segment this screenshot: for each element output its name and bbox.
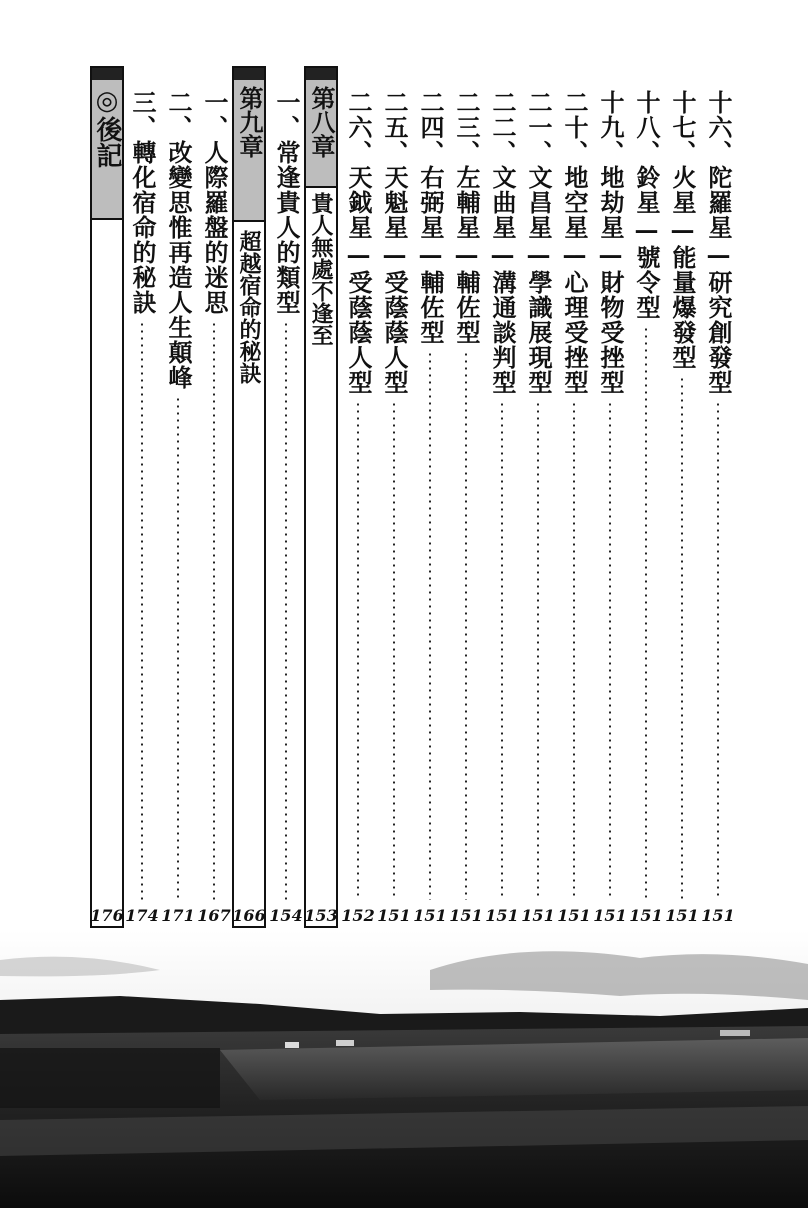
page-number: 151 [449,906,483,925]
toc-entry-text: 二、改變思惟再造人生顛峰 [164,90,193,390]
page-number: 151 [521,906,555,925]
leader-dots [213,321,215,900]
leader-dots [177,396,179,900]
chapter-9-title: 超越宿命的秘訣 [236,230,262,384]
page-number: 151 [557,906,591,925]
leader-dots [141,321,143,900]
chapter-9-page-number: 166 [232,906,266,925]
toc-entry-text: 十六、陀羅星—研究創發型 [704,90,733,395]
chapter-8-title: 貴人無處不逢至 [308,192,334,346]
toc-entry[interactable] [378,90,410,902]
page-number: 154 [269,906,303,925]
leader-dots [285,321,287,900]
toc-entry[interactable] [162,90,194,902]
toc-entry[interactable] [270,90,302,902]
toc-entry[interactable] [630,90,662,902]
page-number: 174 [125,906,159,925]
leader-dots [393,401,395,900]
leader-dots [681,376,683,900]
toc-entry-text: 二五、天魁星—受蔭蔭人型 [380,90,409,395]
toc-entry-text: 十九、地劫星—財物受挫型 [596,90,625,395]
chapter-header-bar [92,68,122,80]
chapter-8-box[interactable] [304,66,338,928]
toc-entry-text: 十七、火星—能量爆發型 [668,90,697,370]
leader-dots [573,401,575,900]
leader-dots [717,401,719,900]
page-number: 171 [161,906,195,925]
toc-entry-text: 一、常逢貴人的類型 [272,90,301,315]
chapter-8-label: 第八章 [306,80,336,188]
page-number: 151 [665,906,699,925]
chapter-9-label: 第九章 [234,80,264,222]
chapter-9-box[interactable] [232,66,266,928]
leader-dots [537,401,539,900]
leader-dots [465,351,467,900]
leader-dots [429,351,431,900]
toc-entry-text: 二二、文曲星—溝通談判型 [488,90,517,395]
toc-entry[interactable] [594,90,626,902]
toc-entry-text: 二四、右弼星—輔佐型 [416,90,445,345]
toc-entry-text: 一、人際羅盤的迷思 [200,90,229,315]
chapter-header-bar [234,68,264,80]
page-number: 151 [485,906,519,925]
page-number: 151 [593,906,627,925]
chapter-8-page-number: 153 [304,906,338,925]
toc-entry[interactable] [198,90,230,902]
toc-entry[interactable] [558,90,590,902]
toc-entry[interactable] [486,90,518,902]
page-number: 151 [377,906,411,925]
chapter-header-bar [306,68,336,80]
toc-entry[interactable] [702,90,734,902]
toc-entry-text: 二三、左輔星—輔佐型 [452,90,481,345]
toc-entry-text: 二一、文昌星—學識展現型 [524,90,553,395]
afterword-label: ◎後記 [92,80,122,220]
page-number: 151 [629,906,663,925]
page-number: 152 [341,906,375,925]
page-number: 151 [701,906,735,925]
toc-entry[interactable] [126,90,158,902]
afterword-page-number: 176 [90,906,124,925]
toc-entry[interactable] [522,90,554,902]
toc-entry-text: 十八、鈴星—號令型 [632,90,661,320]
toc-entry-text: 二六、天鉞星—受蔭蔭人型 [344,90,373,395]
toc-entry-text: 三、轉化宿命的秘訣 [128,90,157,315]
leader-dots [501,401,503,900]
landscape-photo [0,930,808,1208]
afterword-box[interactable] [90,66,124,928]
page-number: 167 [197,906,231,925]
page-number: 151 [413,906,447,925]
toc-entry[interactable] [666,90,698,902]
toc-entry[interactable] [342,90,374,902]
leader-dots [357,401,359,900]
toc-entry[interactable] [450,90,482,902]
leader-dots [609,401,611,900]
toc-entry-text: 二十、地空星—心理受挫型 [560,90,589,395]
toc-entry[interactable] [414,90,446,902]
leader-dots [645,326,647,900]
